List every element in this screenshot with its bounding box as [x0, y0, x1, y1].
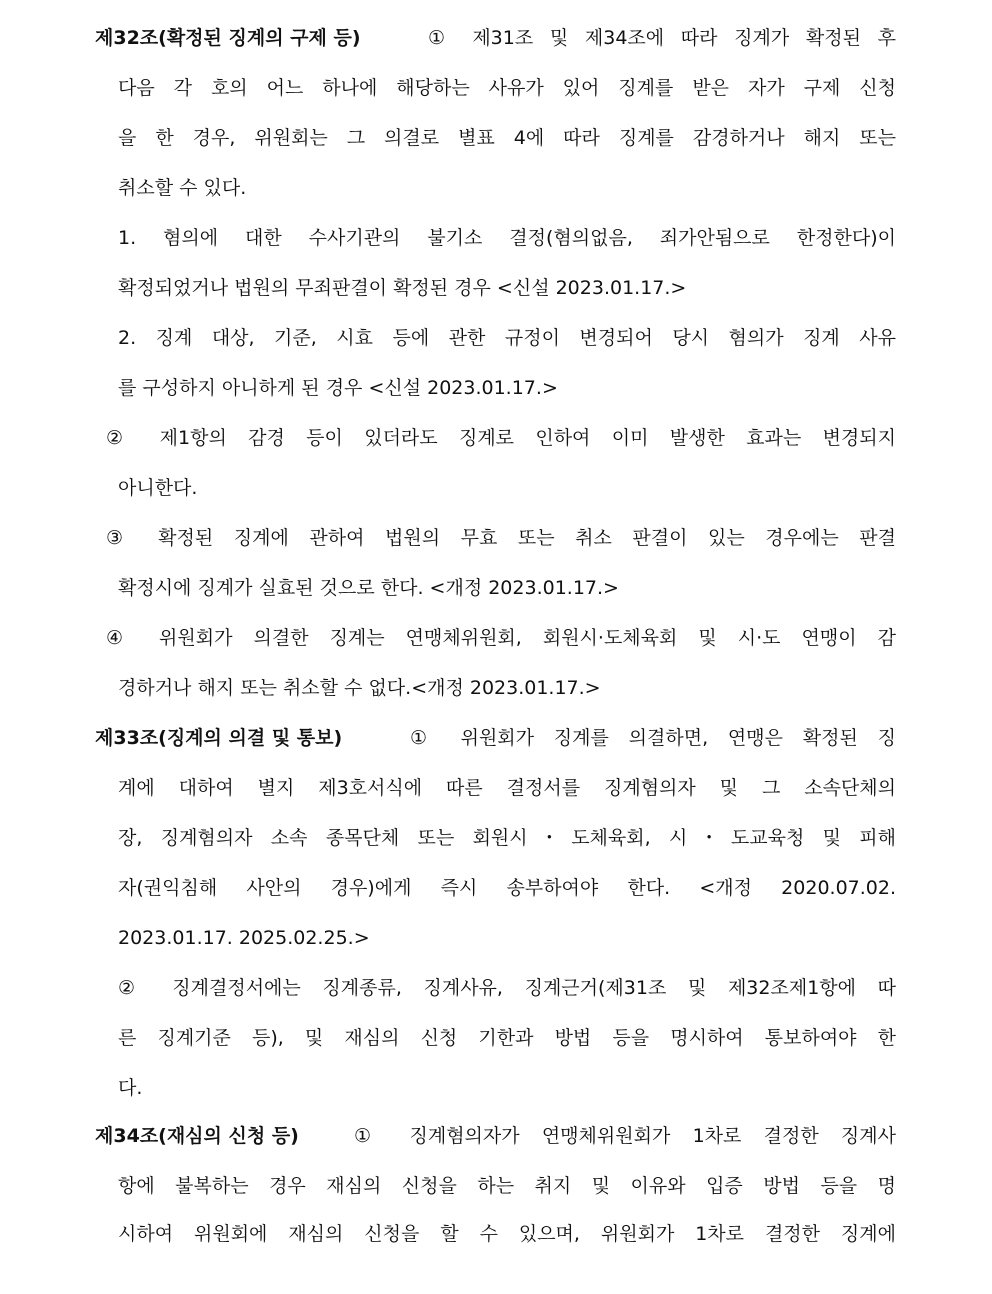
text-line-content: 계에 대하여 별지 제3호서식에 따른 결정서를 징계혐의자 및 그 소속단체의	[118, 777, 896, 799]
text-line-content: 확정되었거나 법원의 무죄판결이 확정된 경우 <신설 2023.01.17.>	[118, 277, 687, 299]
article-34-intro-text: ① 징계혐의자가 연맹체위원회가 1차로 결정한 징계사	[354, 1125, 896, 1147]
item-1-text: 1. 혐의에 대한 수사기관의 불기소 결정(혐의없음, 죄가안됨으로 한정한다)이	[118, 227, 896, 249]
text-line-content: 다.	[118, 1077, 143, 1099]
article-33-intro-text: ① 위원회가 징계를 의결하면, 연맹은 확정된 징	[410, 727, 896, 749]
article-32-intro-text: ① 제31조 및 제34조에 따라 징계가 확정된 후	[428, 27, 896, 49]
text-line-content: 다음 각 호의 어느 하나에 해당하는 사유가 있어 징계를 받은 자가 구제 신청	[118, 77, 896, 99]
text-line-content: 2023.01.17. 2025.02.25.>	[118, 927, 370, 949]
text-line-content: 자(권익침해 사안의 경우)에게 즉시 송부하여야 한다. <개정 2020.07.02.	[118, 877, 896, 899]
article-33-title: 제33조(징계의 의결 및 통보)	[95, 727, 343, 749]
text-line-content: 장, 징계혐의자 소속 종목단체 또는 회원시・도체육회, 시・도교육청 및 피해	[118, 827, 896, 849]
paragraph-2-text: ② 징계결정서에는 징계종류, 징계사유, 징계근거(제31조 및 제32조제1항에 따	[118, 977, 896, 999]
paragraph-3-text: ③ 확정된 징계에 관하여 법원의 무효 또는 취소 판결이 있는 경우에는 판결	[106, 527, 896, 549]
paragraph-2-text: ② 제1항의 감경 등이 있더라도 징계로 인하여 이미 발생한 효과는 변경되지	[106, 427, 896, 449]
text-line-content: 경하거나 해지 또는 취소할 수 없다.<개정 2023.01.17.>	[118, 677, 601, 699]
text-line	[0, 1222, 992, 1294]
text-line-content: 른 징계기준 등), 및 재심의 신청 기한과 방법 등을 명시하여 통보하여야 한	[118, 1027, 896, 1049]
article-34-title: 제34조(재심의 신청 등)	[95, 1125, 299, 1147]
item-2-text: 2. 징계 대상, 기준, 시효 등에 관한 규정이 변경되어 당시 혐의가 징계 사유	[118, 327, 896, 349]
text-line-content: 시하여 위원회에 재심의 신청을 할 수 있으며, 위원회가 1차로 결정한 징계에	[118, 1223, 896, 1245]
article-32-title: 제32조(확정된 징계의 구제 등)	[95, 27, 361, 49]
text-line-content: 취소할 수 있다.	[118, 177, 247, 199]
paragraph-4-text: ④ 위원회가 의결한 징계는 연맹체위원회, 회원시·도체육회 및 시·도 연맹이 감	[106, 627, 896, 649]
text-line-content: 아니한다.	[118, 477, 198, 499]
text-line-content: 를 구성하지 아니하게 된 경우 <신설 2023.01.17.>	[118, 377, 558, 399]
text-line-content: 을 한 경우, 위원회는 그 의결로 별표 4에 따라 징계를 감경하거나 해지 또는	[118, 127, 896, 149]
text-line-content: 항에 불복하는 경우 재심의 신청을 하는 취지 및 이유와 입증 방법 등을 명	[118, 1175, 896, 1197]
text-line-content: 확정시에 징계가 실효된 것으로 한다. <개정 2023.01.17.>	[118, 577, 619, 599]
